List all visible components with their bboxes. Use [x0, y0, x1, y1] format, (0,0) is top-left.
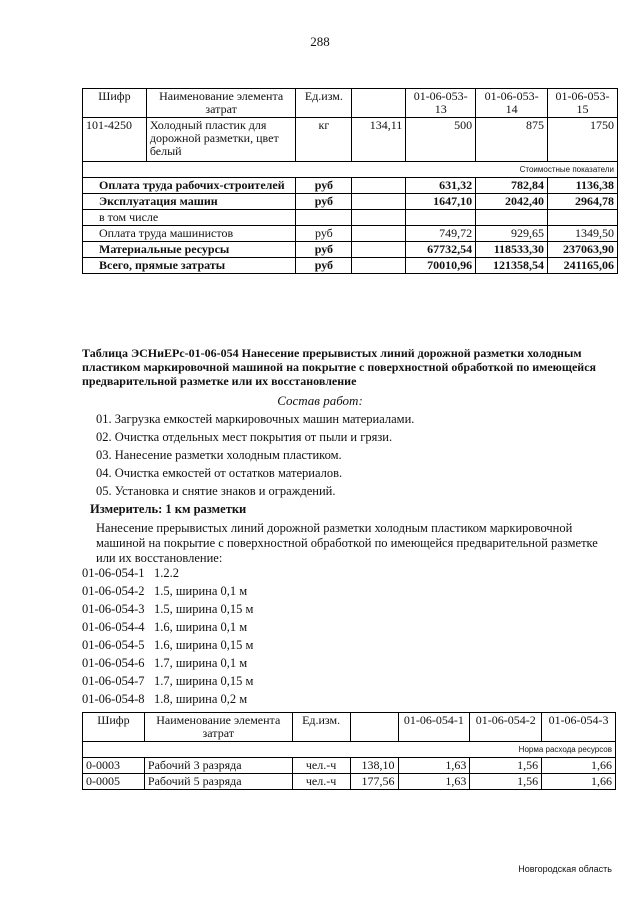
table-subheader-row: [83, 742, 616, 758]
steps-list: [96, 412, 414, 502]
cell-code: 0-0005: [83, 774, 145, 790]
description: Нанесение прерывистых линий дорожной разметки холодным пластиком маркировочной машиной на покрытие с поверхностной обработкой по имеющейся предварительной разметке или их восстановление:: [96, 521, 598, 565]
cell-code: 101-4250: [83, 118, 147, 162]
cell-v3: 1136,38: [548, 178, 618, 194]
header-blank: [350, 713, 398, 742]
measure-unit: Измеритель: 1 км разметки: [90, 502, 247, 516]
list-item: [82, 602, 253, 620]
resource-rows: [83, 758, 616, 790]
cell-v3: 1,66: [542, 774, 616, 790]
cell-v1: [406, 210, 476, 226]
cell-blank: [352, 194, 406, 210]
header-col-2: 01-06-054-2: [470, 713, 542, 742]
cell-v3: 1750: [548, 118, 618, 162]
item-text: 1.6, ширина 0,1 м: [154, 620, 248, 634]
table-subheader-row: [83, 162, 618, 178]
cell-v1: 70010,96: [406, 258, 476, 274]
header-code: Шифр: [83, 713, 145, 742]
list-item: [82, 692, 253, 710]
cell-v2: 118533,30: [476, 242, 548, 258]
cell-v3: 237063,90: [548, 242, 618, 258]
table-row: [83, 242, 618, 258]
list-item: 04. Очистка емкостей от остатков материалов.: [96, 466, 343, 480]
table-row: [83, 758, 616, 774]
footer-region: Новгородская область: [518, 864, 612, 874]
cell-unit: руб: [296, 178, 352, 194]
item-code: 01-06-054-4: [82, 620, 145, 634]
item-code: 01-06-054-3: [82, 602, 145, 616]
header-unit: Ед.изм.: [292, 713, 350, 742]
item-code: 01-06-054-5: [82, 638, 145, 652]
cell-blank: [352, 210, 406, 226]
cell-name: Холодный пластик для дорожной разметки, цвет белый: [146, 118, 296, 162]
header-blank: [352, 89, 406, 118]
cell-blank: [352, 242, 406, 258]
item-text: 1.5, ширина 0,1 м: [154, 584, 248, 598]
cell-v2: 1,56: [470, 774, 542, 790]
cell-rate: 177,56: [350, 774, 398, 790]
item-text: 1.7, ширина 0,1 м: [154, 656, 248, 670]
cell-v1: 631,32: [406, 178, 476, 194]
cell-v2: 2042,40: [476, 194, 548, 210]
table-2: [82, 712, 616, 790]
cell-v2: 782,84: [476, 178, 548, 194]
cell-v3: 1349,50: [548, 226, 618, 242]
list-item: [82, 638, 253, 656]
item-code: 01-06-054-7: [82, 674, 145, 688]
cell-unit: чел.-ч: [292, 758, 350, 774]
cell-unit: руб: [296, 258, 352, 274]
list-item: [82, 566, 253, 584]
item-text: 1.2.2: [154, 566, 179, 580]
item-text: 1.5, ширина 0,15 м: [154, 602, 254, 616]
header-col-3: 01-06-054-3: [542, 713, 616, 742]
header-code: Шифр: [83, 89, 147, 118]
table-row: [83, 258, 618, 274]
cell-name: Всего, прямые затраты: [83, 258, 296, 274]
cell-name: Рабочий 5 разряда: [144, 774, 292, 790]
cell-unit: [296, 210, 352, 226]
cell-v2: 875: [476, 118, 548, 162]
cell-v2: 929,65: [476, 226, 548, 242]
table-title: Таблица ЭСНиЕРс-01-06-054 Нанесение прерывистых линий дорожной разметки холодным пластиком маркировочной машиной на покрытие с поверхностной обработкой по имеющейся предварительной разметке или их восстановление: [82, 346, 597, 388]
item-code: 01-06-054-8: [82, 692, 145, 706]
list-item: 05. Установка и снятие знаков и ограждений.: [96, 484, 336, 498]
list-item: [82, 584, 253, 602]
cell-blank: [352, 226, 406, 242]
cell-code: 0-0003: [83, 758, 145, 774]
cell-unit: чел.-ч: [292, 774, 350, 790]
cost-rows: [83, 178, 618, 274]
code-list: [82, 566, 253, 710]
header-name: Наименование элемента затрат: [146, 89, 296, 118]
item-code: 01-06-054-2: [82, 584, 145, 598]
cell-name: Эксплуатация машин: [83, 194, 296, 210]
cell-v2: 121358,54: [476, 258, 548, 274]
cell-blank: [352, 178, 406, 194]
cell-v2: 1,56: [470, 758, 542, 774]
page-number: 288: [310, 34, 330, 49]
cell-name: Оплата труда рабочих-строителей: [83, 178, 296, 194]
cell-v1: 1,63: [398, 774, 470, 790]
cell-rate: 138,10: [350, 758, 398, 774]
cell-v1: 67732,54: [406, 242, 476, 258]
cell-rate: 134,11: [352, 118, 406, 162]
cell-v3: 1,66: [542, 758, 616, 774]
cell-name: в том числе: [83, 210, 296, 226]
list-item: 03. Нанесение разметки холодным пластиком.: [96, 448, 342, 462]
list-item: [82, 656, 253, 674]
cell-name: Оплата труда машинистов: [83, 226, 296, 242]
header-col-15: 01-06-053-15: [548, 89, 618, 118]
item-text: 1.8, ширина 0,2 м: [154, 692, 248, 706]
cell-v1: 749,72: [406, 226, 476, 242]
list-item: 02. Очистка отдельных мест покрытия от пыли и грязи.: [96, 430, 393, 444]
table-2-header: [83, 713, 616, 742]
item-text: 1.7, ширина 0,15 м: [154, 674, 254, 688]
item-code: 01-06-054-6: [82, 656, 145, 670]
cell-v1: 1,63: [398, 758, 470, 774]
cell-unit: руб: [296, 242, 352, 258]
cell-unit: руб: [296, 226, 352, 242]
table-row: [83, 774, 616, 790]
table-row: [83, 226, 618, 242]
table-row: [83, 194, 618, 210]
table-row: [83, 178, 618, 194]
cell-name: Рабочий 3 разряда: [144, 758, 292, 774]
cell-v2: [476, 210, 548, 226]
cell-v3: 241165,06: [548, 258, 618, 274]
header-col-13: 01-06-053-13: [406, 89, 476, 118]
composition-heading: Состав работ:: [277, 393, 363, 408]
cell-v1: 1647,10: [406, 194, 476, 210]
subheader-cost: Стоимостные показатели: [83, 162, 618, 178]
cell-name: Материальные ресурсы: [83, 242, 296, 258]
header-name: Наименование элемента затрат: [144, 713, 292, 742]
item-text: 1.6, ширина 0,15 м: [154, 638, 254, 652]
table-row: [83, 118, 618, 162]
table-1: [82, 88, 618, 274]
list-item: [82, 674, 253, 692]
header-col-1: 01-06-054-1: [398, 713, 470, 742]
cell-v1: 500: [406, 118, 476, 162]
list-item: 01. Загрузка емкостей маркировочных машин материалами.: [96, 412, 415, 426]
cell-unit: руб: [296, 194, 352, 210]
item-code: 01-06-054-1: [82, 566, 145, 580]
cell-v3: [548, 210, 618, 226]
table-row: [83, 210, 618, 226]
header-col-14: 01-06-053-14: [476, 89, 548, 118]
list-item: [82, 620, 253, 638]
table-1-header: [83, 89, 618, 118]
cell-unit: кг: [296, 118, 352, 162]
cell-v3: 2964,78: [548, 194, 618, 210]
cell-blank: [352, 258, 406, 274]
subheader-norm: Норма расхода ресурсов: [83, 742, 616, 758]
header-unit: Ед.изм.: [296, 89, 352, 118]
